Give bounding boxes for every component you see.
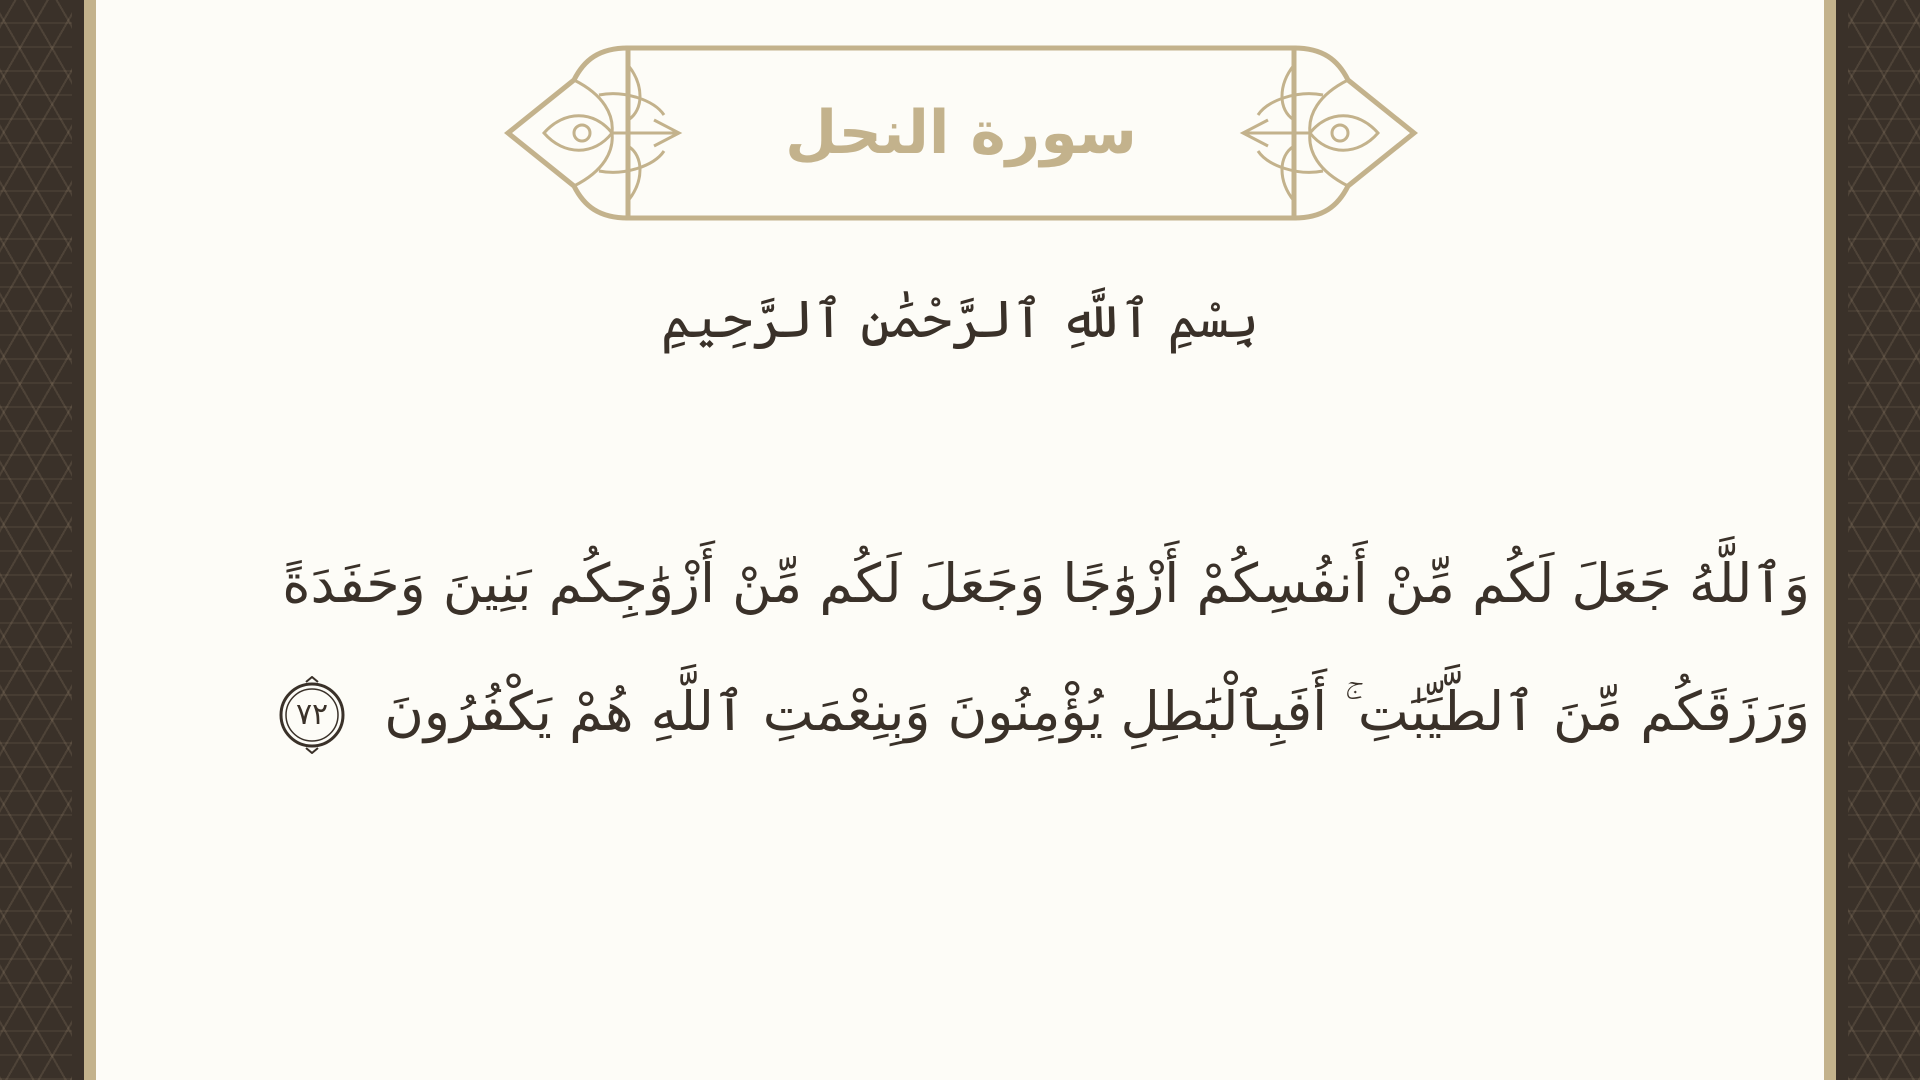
ayah-number-marker — [273, 676, 351, 754]
ayah-number: ٧٢ — [295, 697, 329, 733]
right-ornamental-border — [1848, 0, 1920, 1080]
surah-title: سورة النحل — [785, 98, 1137, 168]
right-gold-rule — [1824, 0, 1836, 1080]
verse-block — [260, 520, 1810, 776]
right-frame-gap — [1836, 0, 1848, 1080]
left-gold-rule — [84, 0, 96, 1080]
basmala: بِسْمِ ٱللَّهِ ٱلرَّحْمَٰنِ ٱلرَّحِيمِ — [660, 290, 1260, 350]
verse-text: وَٱللَّهُ جَعَلَ لَكُم مِّنْ أَنفُسِكُمْ أَزْوَٰجًا وَجَعَلَ لَكُم مِّنْ أَزْوَٰجِكُم بَنِينَ وَحَفَدَةً وَرَزَقَكُم مِّنَ ٱلطَّيِّبَٰتِ ۚ أَفَبِٱلْبَٰطِلِ يُؤْمِنُونَ وَبِنِعْمَتِ ٱللَّهِ هُمْ يَكْفُرُونَ — [282, 552, 1810, 743]
left-ornamental-border — [0, 0, 72, 1080]
surah-header-banner — [504, 40, 1418, 226]
left-frame-gap — [72, 0, 84, 1080]
